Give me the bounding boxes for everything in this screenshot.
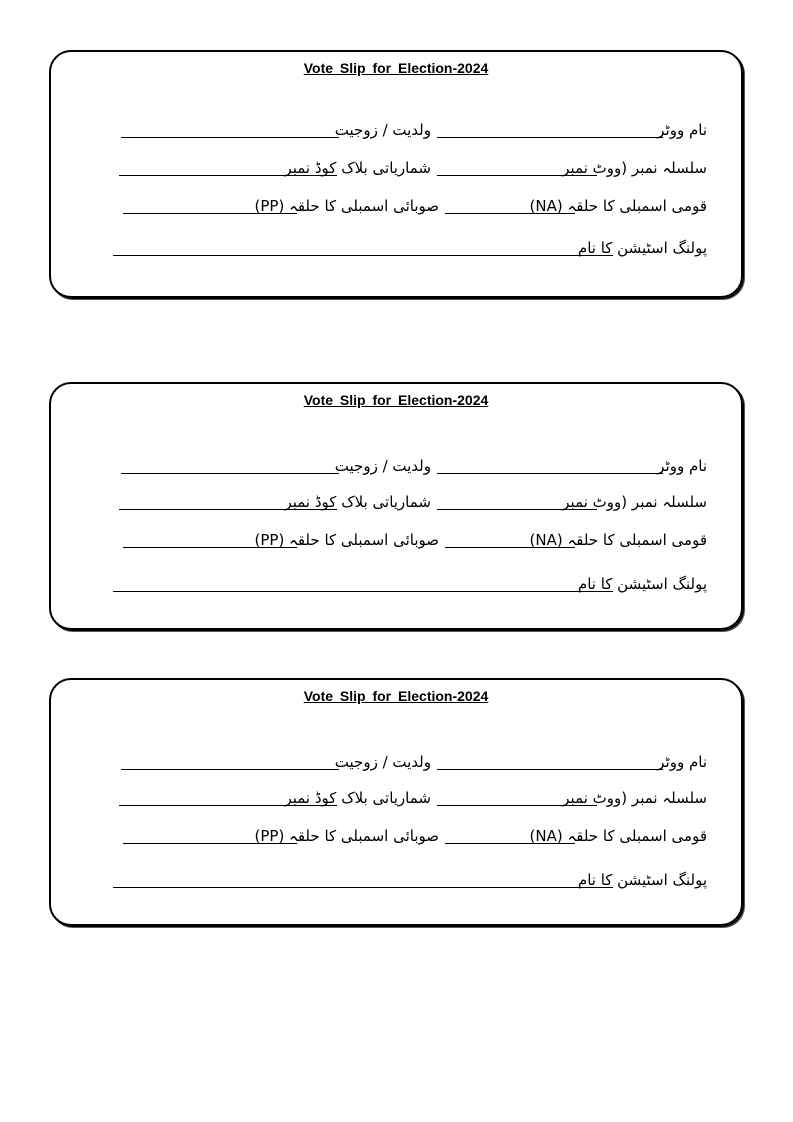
- census-block-field[interactable]: [119, 175, 337, 176]
- voter-name-field[interactable]: [437, 137, 663, 138]
- na-label: قومی اسمبلی کا حلقہ (NA): [529, 197, 707, 215]
- parentage-field[interactable]: [121, 137, 339, 138]
- pp-field[interactable]: [123, 547, 297, 548]
- census-block-field[interactable]: [119, 509, 337, 510]
- voter-name-label: نام ووٹر: [657, 753, 707, 771]
- voter-name-row: [51, 114, 741, 142]
- parentage-label: ولدیت / زوجیت: [334, 753, 431, 771]
- vote-number-field[interactable]: [437, 509, 597, 510]
- census-block-field[interactable]: [119, 805, 337, 806]
- parentage-field[interactable]: [121, 769, 339, 770]
- voter-name-row: [51, 450, 741, 478]
- serial-row: [51, 782, 741, 810]
- polling-station-row: [51, 232, 741, 260]
- constituency-row: [51, 190, 741, 218]
- polling-station-label: پولنگ اسٹیشن کا نام: [577, 239, 707, 257]
- constituency-row: [51, 524, 741, 552]
- serial-label: سلسلہ نمبر (ووٹ نمبر: [562, 493, 707, 511]
- serial-row: [51, 152, 741, 180]
- polling-station-field[interactable]: [113, 887, 613, 888]
- slip-title: Vote Slip for Election-2024: [303, 688, 489, 704]
- pp-field[interactable]: [123, 843, 297, 844]
- na-label: قومی اسمبلی کا حلقہ (NA): [529, 827, 707, 845]
- parentage-label: ولدیت / زوجیت: [334, 457, 431, 475]
- na-field[interactable]: [445, 547, 575, 548]
- pp-field[interactable]: [123, 213, 297, 214]
- polling-station-row: [51, 864, 741, 892]
- voter-name-field[interactable]: [437, 769, 663, 770]
- voter-name-field[interactable]: [437, 473, 663, 474]
- slip-title: Vote Slip for Election-2024: [303, 392, 489, 408]
- vote-slip-1: [49, 50, 743, 298]
- parentage-label: ولدیت / زوجیت: [334, 121, 431, 139]
- census-block-label: شماریاتی بلاک کوڈ نمبر: [284, 789, 431, 807]
- serial-label: سلسلہ نمبر (ووٹ نمبر: [562, 159, 707, 177]
- vote-number-field[interactable]: [437, 805, 597, 806]
- na-label: قومی اسمبلی کا حلقہ (NA): [529, 531, 707, 549]
- serial-label: سلسلہ نمبر (ووٹ نمبر: [562, 789, 707, 807]
- constituency-row: [51, 820, 741, 848]
- na-field[interactable]: [445, 213, 575, 214]
- polling-station-label: پولنگ اسٹیشن کا نام: [577, 871, 707, 889]
- census-block-label: شماریاتی بلاک کوڈ نمبر: [284, 493, 431, 511]
- polling-station-field[interactable]: [113, 255, 613, 256]
- pp-label: صوبائی اسمبلی کا حلقہ (PP): [254, 197, 439, 215]
- polling-station-field[interactable]: [113, 591, 613, 592]
- serial-row: [51, 486, 741, 514]
- voter-name-label: نام ووٹر: [657, 121, 707, 139]
- vote-slip-3: [49, 678, 743, 926]
- parentage-field[interactable]: [121, 473, 339, 474]
- slip-title: Vote Slip for Election-2024: [303, 60, 489, 76]
- voter-name-row: [51, 746, 741, 774]
- pp-label: صوبائی اسمبلی کا حلقہ (PP): [254, 827, 439, 845]
- census-block-label: شماریاتی بلاک کوڈ نمبر: [284, 159, 431, 177]
- voter-name-label: نام ووٹر: [657, 457, 707, 475]
- na-field[interactable]: [445, 843, 575, 844]
- vote-slip-2: [49, 382, 743, 630]
- pp-label: صوبائی اسمبلی کا حلقہ (PP): [254, 531, 439, 549]
- polling-station-row: [51, 568, 741, 596]
- vote-number-field[interactable]: [437, 175, 597, 176]
- polling-station-label: پولنگ اسٹیشن کا نام: [577, 575, 707, 593]
